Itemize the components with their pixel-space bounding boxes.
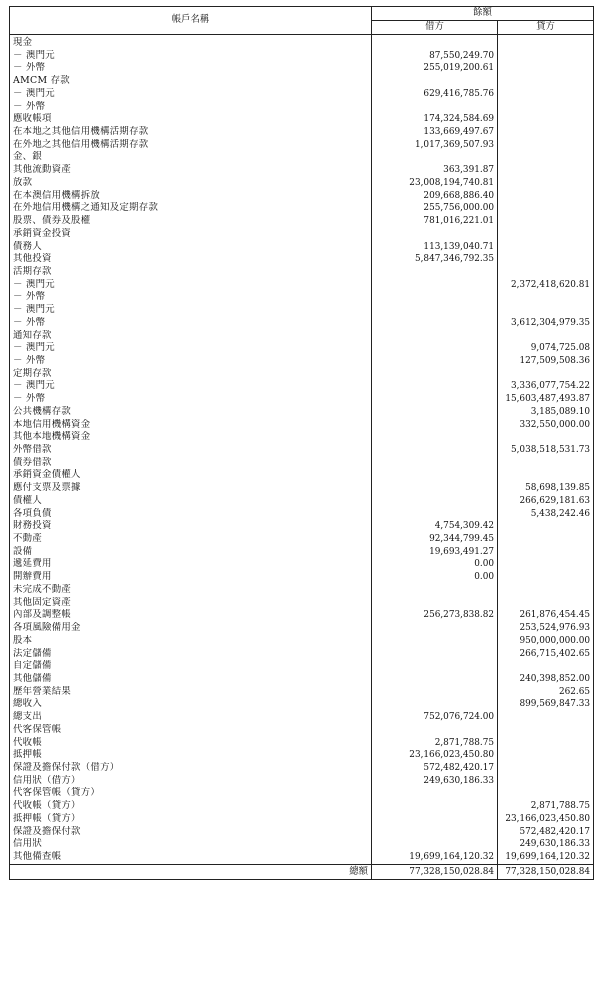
table-row [10, 635, 594, 648]
table-row [10, 279, 594, 292]
table-row [10, 393, 594, 406]
debit-cell [372, 648, 498, 661]
debit-cell: 0.00 [372, 571, 498, 584]
debit-cell: 23,008,194,740.81 [372, 177, 498, 190]
total-credit: 77,328,150,028.84 [498, 864, 594, 879]
balance-sheet [9, 6, 593, 980]
debit-cell [372, 291, 498, 304]
debit-cell [372, 469, 498, 482]
account-name-cell: 代客保管帳（貸方） [10, 787, 372, 800]
account-name-cell: 抵押帳 [10, 749, 372, 762]
account-name-cell: 金、銀 [10, 151, 372, 164]
account-name-cell: － 澳門元 [10, 380, 372, 393]
table-row [10, 787, 594, 800]
debit-cell [372, 75, 498, 88]
debit-cell: 209,668,886.40 [372, 190, 498, 203]
debit-cell [372, 368, 498, 381]
account-name-cell: － 澳門元 [10, 279, 372, 292]
table-row [10, 622, 594, 635]
account-name-cell: 活期存款 [10, 266, 372, 279]
credit-cell [498, 762, 594, 775]
credit-header: 貸方 [498, 21, 594, 35]
table-row [10, 355, 594, 368]
debit-cell [372, 380, 498, 393]
table-row [10, 317, 594, 330]
debit-header: 借方 [372, 21, 498, 35]
table-row [10, 520, 594, 533]
credit-cell [498, 737, 594, 750]
debit-cell [372, 698, 498, 711]
table-row [10, 35, 594, 50]
account-name-header: 帳戶名稱 [10, 7, 372, 35]
table-row [10, 838, 594, 851]
account-name-cell: AMCM 存款 [10, 75, 372, 88]
account-name-cell: 本地信用機構資金 [10, 419, 372, 432]
table-row [10, 597, 594, 610]
credit-cell: 3,336,077,754.22 [498, 380, 594, 393]
credit-cell [498, 62, 594, 75]
table-row [10, 291, 594, 304]
account-balance-table [9, 6, 594, 880]
debit-cell: 255,019,200.61 [372, 62, 498, 75]
debit-cell: 255,756,000.00 [372, 202, 498, 215]
table-row [10, 851, 594, 864]
account-name-cell: 開辦費用 [10, 571, 372, 584]
account-name-cell: 放款 [10, 177, 372, 190]
account-name-cell: － 外幣 [10, 291, 372, 304]
debit-cell [372, 813, 498, 826]
table-row [10, 202, 594, 215]
debit-cell [372, 800, 498, 813]
table-row [10, 609, 594, 622]
debit-cell: 19,699,164,120.32 [372, 851, 498, 864]
table-row [10, 737, 594, 750]
credit-cell [498, 724, 594, 737]
account-name-cell: 財務投資 [10, 520, 372, 533]
credit-cell [498, 126, 594, 139]
table-row [10, 533, 594, 546]
credit-cell [498, 113, 594, 126]
account-name-cell: 公共機構存款 [10, 406, 372, 419]
table-row [10, 508, 594, 521]
table-row [10, 266, 594, 279]
credit-cell [498, 571, 594, 584]
balance-header: 餘額 [372, 7, 594, 21]
table-row [10, 88, 594, 101]
credit-cell [498, 190, 594, 203]
debit-cell [372, 228, 498, 241]
account-name-cell: 代收帳（貸方） [10, 800, 372, 813]
debit-cell [372, 317, 498, 330]
table-row [10, 495, 594, 508]
debit-cell: 174,324,584.69 [372, 113, 498, 126]
account-name-cell: 在外地之其他信用機構活期存款 [10, 139, 372, 152]
credit-cell [498, 139, 594, 152]
credit-cell [498, 787, 594, 800]
account-name-cell: 代收帳 [10, 737, 372, 750]
debit-cell: 23,166,023,450.80 [372, 749, 498, 762]
account-name-cell: 在外地信用機構之通知及定期存款 [10, 202, 372, 215]
table-row [10, 50, 594, 63]
credit-cell [498, 291, 594, 304]
table-row [10, 711, 594, 724]
account-name-cell: 其他固定資產 [10, 597, 372, 610]
credit-cell [498, 660, 594, 673]
account-name-cell: 承銷資金債權人 [10, 469, 372, 482]
table-row [10, 431, 594, 444]
table-row [10, 673, 594, 686]
table-row [10, 253, 594, 266]
debit-cell: 0.00 [372, 558, 498, 571]
credit-cell [498, 749, 594, 762]
total-label: 總額 [10, 864, 372, 879]
credit-cell [498, 50, 594, 63]
credit-cell [498, 558, 594, 571]
table-row [10, 228, 594, 241]
debit-cell [372, 838, 498, 851]
debit-cell [372, 266, 498, 279]
table-row [10, 571, 594, 584]
credit-cell [498, 88, 594, 101]
table-row [10, 648, 594, 661]
account-name-cell: － 外幣 [10, 317, 372, 330]
credit-cell: 266,715,402.65 [498, 648, 594, 661]
table-row [10, 546, 594, 559]
table-row [10, 558, 594, 571]
debit-cell [372, 431, 498, 444]
account-name-cell: 不動產 [10, 533, 372, 546]
credit-cell [498, 304, 594, 317]
credit-cell: 332,550,000.00 [498, 419, 594, 432]
debit-cell: 113,139,040.71 [372, 241, 498, 254]
debit-cell: 1,017,369,507.93 [372, 139, 498, 152]
account-name-cell: 其他備查帳 [10, 851, 372, 864]
credit-cell: 19,699,164,120.32 [498, 851, 594, 864]
debit-cell [372, 635, 498, 648]
debit-cell: 363,391.87 [372, 164, 498, 177]
table-row [10, 686, 594, 699]
table-row [10, 368, 594, 381]
debit-cell [372, 330, 498, 343]
account-name-cell: 其他投資 [10, 253, 372, 266]
table-row [10, 113, 594, 126]
table-row [10, 75, 594, 88]
table-row [10, 126, 594, 139]
account-name-cell: 通知存款 [10, 330, 372, 343]
account-name-cell: 保證及擔保付款（借方） [10, 762, 372, 775]
table-row [10, 826, 594, 839]
credit-cell [498, 431, 594, 444]
credit-cell [498, 164, 594, 177]
debit-cell [372, 724, 498, 737]
table-row [10, 342, 594, 355]
debit-cell [372, 355, 498, 368]
account-name-cell: － 澳門元 [10, 342, 372, 355]
credit-cell [498, 266, 594, 279]
table-row [10, 151, 594, 164]
table-row [10, 482, 594, 495]
debit-cell [372, 393, 498, 406]
table-row [10, 762, 594, 775]
account-name-cell: 其他本地機構資金 [10, 431, 372, 444]
credit-cell: 9,074,725.08 [498, 342, 594, 355]
account-name-cell: － 澳門元 [10, 304, 372, 317]
account-name-cell: － 外幣 [10, 62, 372, 75]
credit-cell: 249,630,186.33 [498, 838, 594, 851]
credit-cell [498, 457, 594, 470]
account-name-cell: 自定儲備 [10, 660, 372, 673]
debit-cell: 87,550,249.70 [372, 50, 498, 63]
account-name-cell: － 外幣 [10, 355, 372, 368]
table-row [10, 406, 594, 419]
table-row [10, 164, 594, 177]
account-name-cell: 承銷資金投資 [10, 228, 372, 241]
account-name-cell: － 澳門元 [10, 88, 372, 101]
debit-cell: 19,693,491.27 [372, 546, 498, 559]
account-name-cell: 應收帳項 [10, 113, 372, 126]
credit-cell [498, 151, 594, 164]
credit-cell [498, 368, 594, 381]
account-name-cell: 總收入 [10, 698, 372, 711]
debit-cell: 2,871,788.75 [372, 737, 498, 750]
debit-cell [372, 622, 498, 635]
account-name-cell: 信用狀（借方） [10, 775, 372, 788]
credit-cell: 3,185,089.10 [498, 406, 594, 419]
debit-cell [372, 660, 498, 673]
credit-cell [498, 75, 594, 88]
table-row [10, 101, 594, 114]
credit-cell: 899,569,847.33 [498, 698, 594, 711]
credit-cell: 950,000,000.00 [498, 635, 594, 648]
account-name-cell: 其他流動資產 [10, 164, 372, 177]
debit-cell: 249,630,186.33 [372, 775, 498, 788]
debit-cell [372, 444, 498, 457]
credit-cell [498, 241, 594, 254]
debit-cell [372, 495, 498, 508]
account-name-cell: 在本澳信用機構拆放 [10, 190, 372, 203]
debit-cell: 133,669,497.67 [372, 126, 498, 139]
credit-cell [498, 469, 594, 482]
debit-cell: 92,344,799.45 [372, 533, 498, 546]
table-row [10, 304, 594, 317]
debit-cell: 4,754,309.42 [372, 520, 498, 533]
table-row [10, 469, 594, 482]
account-name-cell: 應付支票及票據 [10, 482, 372, 495]
account-name-cell: 現金 [10, 35, 372, 50]
debit-cell [372, 406, 498, 419]
debit-cell [372, 457, 498, 470]
table-row [10, 749, 594, 762]
debit-cell [372, 508, 498, 521]
account-name-cell: － 外幣 [10, 393, 372, 406]
credit-cell: 262.65 [498, 686, 594, 699]
account-name-cell: 債權人 [10, 495, 372, 508]
account-name-cell: 在本地之其他信用機構活期存款 [10, 126, 372, 139]
account-name-cell: 未完成不動產 [10, 584, 372, 597]
credit-cell [498, 533, 594, 546]
debit-cell [372, 101, 498, 114]
credit-cell: 5,038,518,531.73 [498, 444, 594, 457]
table-row [10, 177, 594, 190]
account-name-cell: 代客保管帳 [10, 724, 372, 737]
credit-cell: 58,698,139.85 [498, 482, 594, 495]
debit-cell [372, 279, 498, 292]
debit-cell [372, 826, 498, 839]
credit-cell [498, 253, 594, 266]
debit-cell: 5,847,346,792.35 [372, 253, 498, 266]
table-row [10, 62, 594, 75]
credit-cell: 23,166,023,450.80 [498, 813, 594, 826]
account-name-cell: 股票、債券及股權 [10, 215, 372, 228]
credit-cell [498, 177, 594, 190]
table-row [10, 800, 594, 813]
total-row [10, 864, 594, 879]
debit-cell [372, 482, 498, 495]
credit-cell: 572,482,420.17 [498, 826, 594, 839]
credit-cell [498, 520, 594, 533]
total-debit: 77,328,150,028.84 [372, 864, 498, 879]
account-name-cell: 信用狀 [10, 838, 372, 851]
account-name-cell: 各項風險備用金 [10, 622, 372, 635]
account-name-cell: 法定儲備 [10, 648, 372, 661]
table-row [10, 215, 594, 228]
account-name-cell: 歷年營業結果 [10, 686, 372, 699]
table-row [10, 584, 594, 597]
debit-cell: 572,482,420.17 [372, 762, 498, 775]
credit-cell: 2,372,418,620.81 [498, 279, 594, 292]
debit-cell: 629,416,785.76 [372, 88, 498, 101]
credit-cell: 15,603,487,493.87 [498, 393, 594, 406]
table-row [10, 775, 594, 788]
credit-cell: 3,612,304,979.35 [498, 317, 594, 330]
debit-cell [372, 35, 498, 50]
account-name-cell: 各項負債 [10, 508, 372, 521]
credit-cell [498, 711, 594, 724]
account-name-cell: 債務人 [10, 241, 372, 254]
table-row [10, 419, 594, 432]
debit-cell [372, 686, 498, 699]
table-row [10, 241, 594, 254]
account-name-cell: 外幣借款 [10, 444, 372, 457]
credit-cell: 253,524,976.93 [498, 622, 594, 635]
credit-cell [498, 101, 594, 114]
account-name-cell: 股本 [10, 635, 372, 648]
account-name-cell: 其他儲備 [10, 673, 372, 686]
table-row [10, 139, 594, 152]
table-row [10, 457, 594, 470]
credit-cell: 266,629,181.63 [498, 495, 594, 508]
table-row [10, 190, 594, 203]
account-name-cell: 保證及擔保付款 [10, 826, 372, 839]
table-row [10, 380, 594, 393]
debit-cell [372, 342, 498, 355]
debit-cell [372, 597, 498, 610]
debit-cell [372, 151, 498, 164]
debit-cell [372, 304, 498, 317]
account-name-cell: 總支出 [10, 711, 372, 724]
debit-cell [372, 673, 498, 686]
credit-cell [498, 35, 594, 50]
credit-cell [498, 584, 594, 597]
table-row [10, 813, 594, 826]
account-name-cell: 定期存款 [10, 368, 372, 381]
account-name-cell: 設備 [10, 546, 372, 559]
table-row [10, 330, 594, 343]
debit-cell [372, 584, 498, 597]
debit-cell [372, 787, 498, 800]
table-row [10, 660, 594, 673]
credit-cell: 127,509,508.36 [498, 355, 594, 368]
account-name-cell: － 外幣 [10, 101, 372, 114]
table-row [10, 724, 594, 737]
debit-cell: 781,016,221.01 [372, 215, 498, 228]
table-row [10, 444, 594, 457]
account-name-cell: 債券借款 [10, 457, 372, 470]
credit-cell [498, 775, 594, 788]
credit-cell: 2,871,788.75 [498, 800, 594, 813]
account-name-cell: － 澳門元 [10, 50, 372, 63]
credit-cell: 5,438,242.46 [498, 508, 594, 521]
credit-cell: 261,876,454.45 [498, 609, 594, 622]
table-row [10, 698, 594, 711]
credit-cell [498, 215, 594, 228]
account-rows [10, 35, 594, 865]
credit-cell [498, 597, 594, 610]
debit-cell: 752,076,724.00 [372, 711, 498, 724]
account-name-cell: 抵押帳（貸方） [10, 813, 372, 826]
account-name-cell: 內部及調整帳 [10, 609, 372, 622]
credit-cell [498, 546, 594, 559]
credit-cell: 240,398,852.00 [498, 673, 594, 686]
account-name-cell: 遞延費用 [10, 558, 372, 571]
credit-cell [498, 330, 594, 343]
credit-cell [498, 202, 594, 215]
debit-cell: 256,273,838.82 [372, 609, 498, 622]
debit-cell [372, 419, 498, 432]
credit-cell [498, 228, 594, 241]
